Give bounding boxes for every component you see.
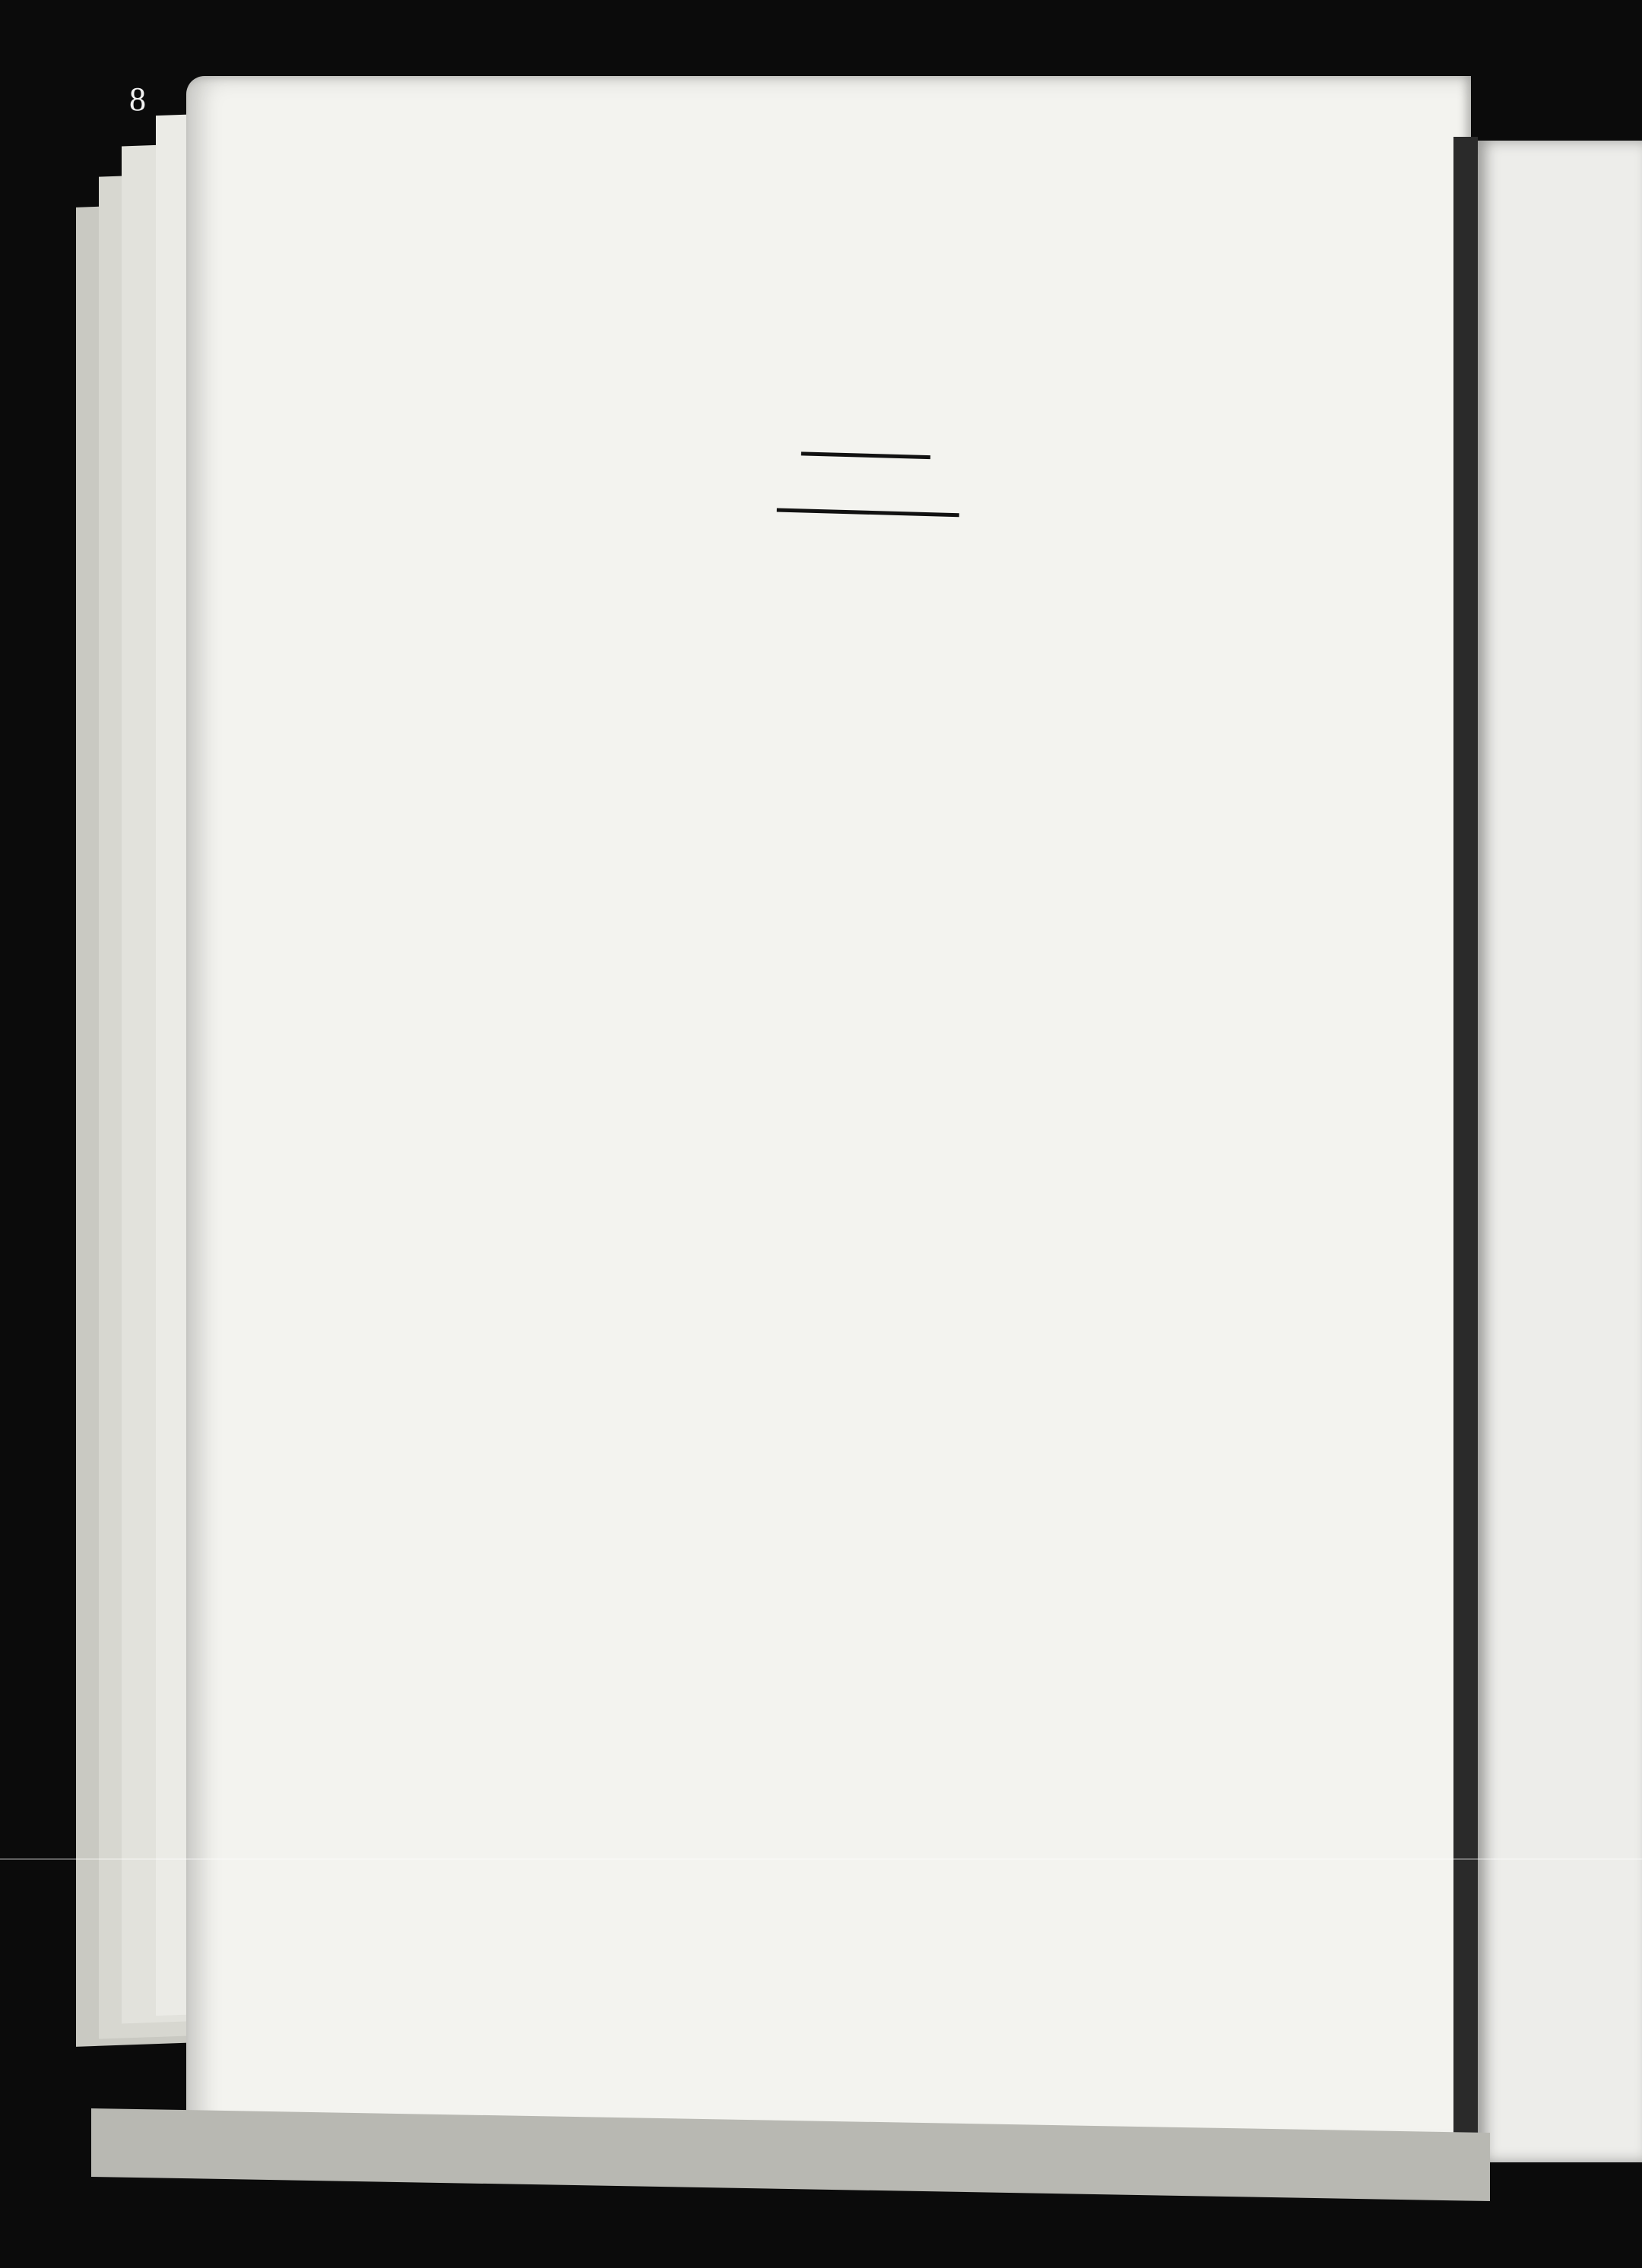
- section-divider: [801, 451, 930, 459]
- book-gutter: [1453, 137, 1478, 2159]
- corner-mark: 8: [129, 81, 146, 118]
- scan-artifact: [0, 1858, 1642, 1860]
- heading-underline: [777, 508, 959, 518]
- text-block: [350, 281, 1398, 543]
